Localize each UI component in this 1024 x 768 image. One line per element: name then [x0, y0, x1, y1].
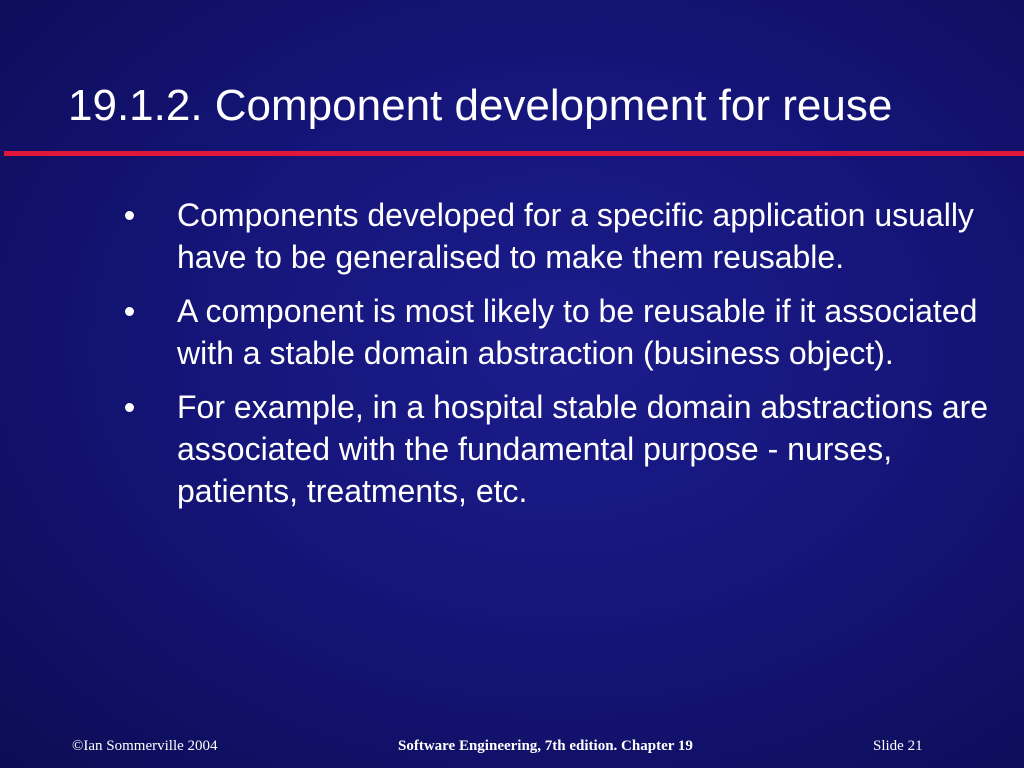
footer-slide-number: Slide 21 — [873, 738, 923, 754]
bullet-text: For example, in a hospital stable domain abstractions are associated with the fundamental purpose - nurses, patients, treatments, etc. — [177, 389, 989, 509]
bullet-dot-icon — [125, 211, 134, 220]
slide-title: 19.1.2. Component development for reuse — [68, 81, 893, 130]
bullet-item — [118, 194, 998, 278]
bullet-text: A component is most likely to be reusable if it associated with a stable domain abstraction (business object). — [177, 293, 978, 371]
bullet-item — [118, 290, 998, 374]
bullet-dot-icon — [125, 403, 134, 412]
bullet-item — [118, 386, 998, 512]
footer-book-title: Software Engineering, 7th edition. Chapter 19 — [398, 738, 693, 754]
footer-copyright: ©Ian Sommerville 2004 — [72, 738, 218, 754]
bullet-dot-icon — [125, 307, 134, 316]
bullet-list — [118, 194, 998, 524]
bullet-text: Components developed for a specific application usually have to be generalised to make them reusable. — [177, 197, 974, 275]
title-divider — [4, 151, 1024, 156]
